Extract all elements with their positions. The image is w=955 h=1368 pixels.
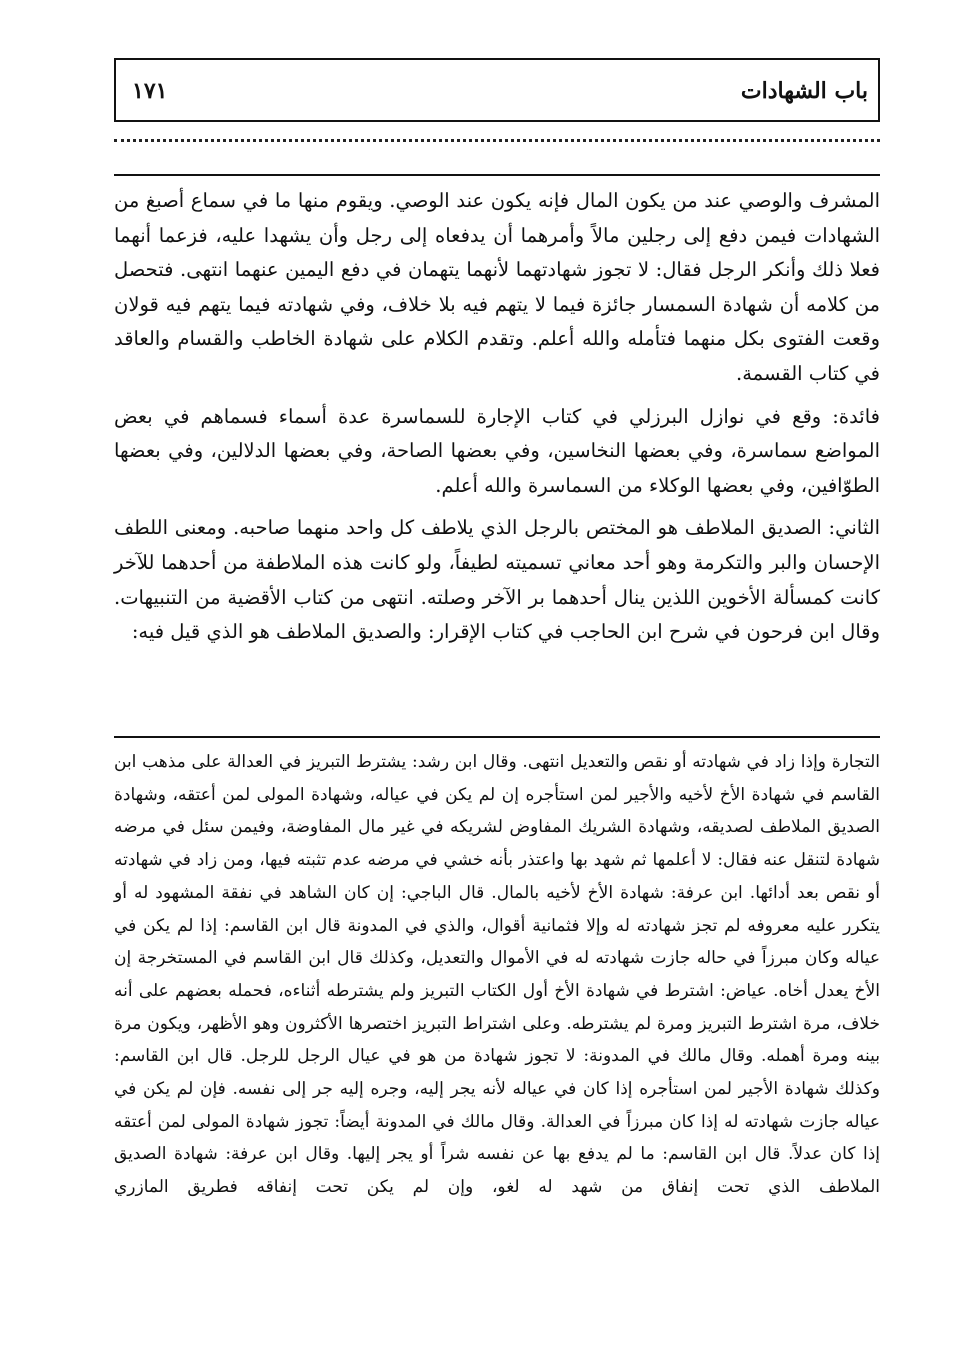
dotted-divider [114,139,880,142]
footnote-body [114,746,880,1204]
chapter-title: باب الشهادات [740,78,868,104]
footnote-divider [114,736,880,738]
footnote-paragraph: التجارة وإذا زاد في شهادته أو نقص والتعديل انتهى. وقال ابن رشد: يشترط التبريز في العدالة على مذهب ابن القاسم في شهادة الأخ لأخيه والأجير لمن استأجره إن لم يكن في عياله، وشهادة المولى لمن أعتقه، وشهادة الصديق الملاطف لصديقه، وشهادة الشريك المفاوض لشريكه في غير مال المفاوضة، وفيمن سئل في مرضه شهادة لتنقل عنه فقال: لا أعلمها ثم شهد بها واعتذر بأنه خشي في مرضه عدم تثبته فيها، ومن زاد في شهادته أو نقص بعد أدائها. ابن عرفة: شهادة الأخ لأخيه بالمال. قال الباجي: إن كان الشاهد في نفقة المشهود له أو يتكرر عليه معروفه لم تجز شهادته له وإلا فثمانية أقوال، والذي في المدونة قال ابن القاسم: إذا لم يكن في عياله وكان مبرزاً في حاله جازت شهادته له في الأموال والتعديل، وكذلك قال ابن القاسم في المستخرجة إن الأخ يعدل أخاه. عياض: اشترط في شهادة الأخ أول الكتاب التبريز ولم يشترطه أثناءه، فحمله بعضهم على أنه خلاف، مرة اشترط التبريز ومرة لم يشترطه. وعلى اشتراط التبريز اختصرها الأكثرون وهو الأظهر، ويكون مرة بينه ومرة أهمله. وقال مالك في المدونة: لا تجوز شهادة من هو في عيال الرجل للرجل. قال ابن القاسم: وكذلك شهادة الأجير لمن استأجره إذا كان في عياله لأنه يجر إليه، وجره إليه جر إلى نفسه. فإن لم يكن في عياله جازت شهادته له إذا كان مبرزاً في العدالة. وقال مالك في المدونة أيضاً: تجوز شهادة المولى لمن أعتقه إذا كان عدلاً. قال ابن القاسم: ما لم يدفع بها عن نفسه شراً أو يجر إليها. وقال ابن عرفة: شهادة الصديق الملاطف الذي تحت إنفاق من شهد له لغو، وإن لم يكن تحت إنفاقه فطريق المازري [114,752,880,1198]
page-number: ١٧١ [132,78,168,104]
body-paragraph-1: المشرف والوصي عند من يكون المال فإنه يكون عند الوصي. ويقوم منها ما في سماع أصبغ من الشهادات فيمن دفع إلى رجلين مالاً وأمرهما أن يدفعاه إلى رجل وأن يشهدا عليه، فزعما أنهما فعلا ذلك وأنكر الرجل فقال: لا تجوز شهادتهما لأنهما يتهمان في دفع اليمين عنهما انتهى. فتحصل من كلامه أن شهادة السمسار جائزة فيما لا يتهم فيه بلا خلاف، وفي شهادته فيما يتهم فيه قولان وقعت الفتوى بكل منهما فتأمله والله أعلم. وتقدم الكلام على شهادة الخاطب والقسام والعاقد في كتاب القسمة. [114,189,880,385]
body-paragraph-2: فائدة: وقع في نوازل البرزلي في كتاب الإجارة للسماسرة عدة أسماء فسماهم في بعض المواضع سماسرة، وفي بعضها النخاسين، وفي بعضها الصاحة، وفي بعضها الدلالين، وفي بعضها الطوّافين، وفي بعضها الوكلاء من السماسرة والله أعلم. [114,404,880,497]
page-header [114,58,880,122]
body-paragraph-3: الثاني: الصديق الملاطف هو المختص بالرجل الذي يلاطف كل واحد منهما صاحبه. ومعنى اللطف الإحسان والبر والتكرمة وهو أحد معاني تسميته لطيفاً، ولو كانت هذه الملاطفة من أحدهما للآخر كانت كمسألة الأخوين اللذين ينال أحدهما بر الآخر وصلته. انتهى من كتاب الأقضية من التنبيهات. وقال ابن فرحون في شرح ابن الحاجب في كتاب الإقرار: والصديق الملاطف هو الذي قيل فيه: [114,516,880,644]
header-divider [114,174,880,176]
main-body [114,184,880,650]
